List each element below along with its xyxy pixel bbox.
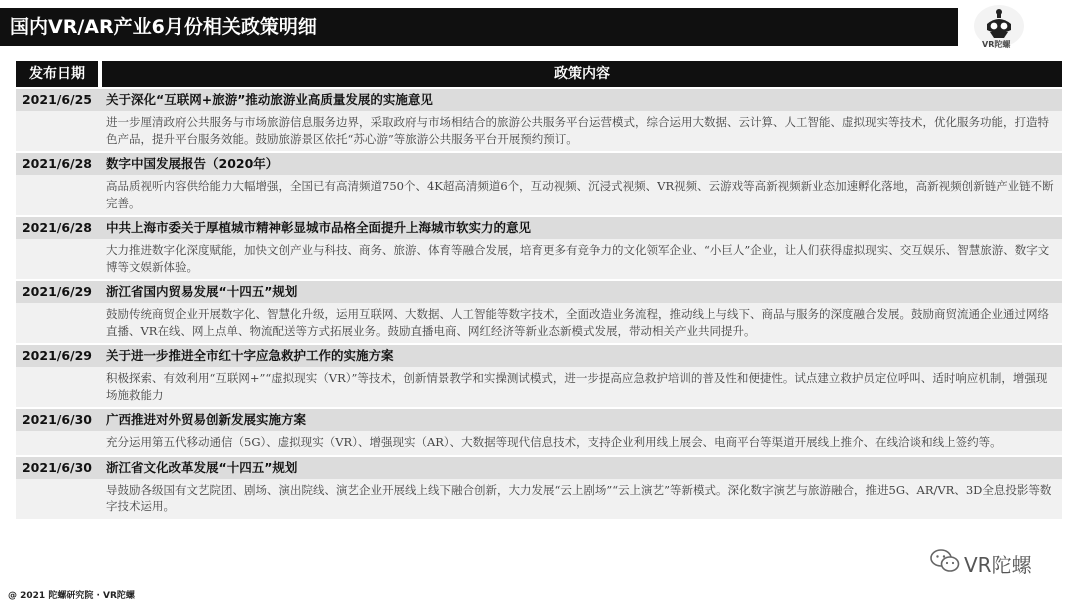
table-row — [16, 89, 1062, 151]
table-body — [16, 89, 1062, 519]
row-date: 2021/6/29 — [21, 284, 92, 299]
table-row — [16, 409, 1062, 455]
row-body — [16, 479, 1062, 519]
row-body — [16, 175, 1062, 215]
row-title: 关于深化“互联网+旅游”推动旅游业高质量发展的实施意见 — [106, 92, 433, 107]
row-date: 2021/6/29 — [21, 348, 92, 363]
row-body — [16, 367, 1062, 407]
row-date: 2021/6/28 — [21, 220, 92, 235]
row-spacer — [16, 111, 98, 151]
row-description: 高品质视听内容供给能力大幅增强，全国已有高清频道750个、4K超高清频道6个，互动视频、沉浸式视频、VR视频、云游戏等高新视频新业态加速孵化落地，高新视频创新链产业链不断完善。 — [106, 179, 1054, 210]
table-row — [16, 281, 1062, 343]
row-header — [16, 89, 1062, 111]
row-date: 2021/6/30 — [21, 459, 92, 475]
row-header — [16, 409, 1062, 431]
table-row — [16, 217, 1062, 279]
row-spacer — [16, 239, 98, 279]
row-title: 中共上海市委关于厚植城市精神彰显城市品格全面提升上海城市软实力的意见 — [106, 220, 532, 235]
row-spacer — [16, 431, 98, 455]
watermark — [930, 548, 1032, 578]
row-date: 2021/6/25 — [21, 92, 92, 107]
table-row — [16, 153, 1062, 215]
row-description: 鼓励传统商贸企业开展数字化、智慧化升级，运用互联网、大数据、人工智能等数字技术，全面改造业务流程，推动线上与线下、商品与服务的深度融合发展。鼓励商贸流通企业通过网络直播、VR在线、网上点单、物流配送等方式拓展业务。鼓励直播电商、网红经济等新业态新模式发展，带动相关产业共同提升。 — [106, 307, 1049, 338]
table-row — [16, 345, 1062, 407]
row-title: 浙江省国内贸易发展“十四五”规划 — [106, 284, 298, 299]
row-title: 数字中国发展报告（2020年） — [106, 156, 279, 171]
row-date: 2021/6/30 — [21, 412, 92, 427]
table-header — [16, 61, 1062, 87]
row-body — [16, 431, 1062, 455]
row-description: 积极探索、有效利用“互联网+”“虚拟现实（VR）”等技术，创新情景教学和实操测试模式，进一步提高应急救护培训的普及性和便捷性。试点建立救护员定位呼叫、适时响应机制，增强现场施救能力 — [106, 371, 1048, 402]
footer-copyright: @ 2021 陀螺研究院 · VR陀螺 — [8, 591, 135, 601]
policy-table — [16, 61, 1062, 521]
row-spacer — [16, 303, 98, 343]
row-spacer — [16, 367, 98, 407]
page-title: 国内VR/AR产业6月份相关政策明细 — [10, 16, 317, 38]
row-description: 导鼓励各级国有文艺院团、剧场、演出院线、演艺企业开展线上线下融合创新，大力发展“云上剧场”“云上演艺”等新模式。深化数字演艺与旅游融合，推进5G、AR/VR、3D全息投影等数字技术运用。 — [106, 482, 1052, 513]
row-header — [16, 457, 1062, 479]
row-header — [16, 345, 1062, 367]
row-title: 广西推进对外贸易创新发展实施方案 — [106, 412, 307, 427]
column-header-date: 发布日期 — [16, 61, 98, 87]
row-spacer — [16, 175, 98, 215]
row-body — [16, 303, 1062, 343]
row-header — [16, 153, 1062, 175]
row-description: 进一步厘清政府公共服务与市场旅游信息服务边界，采取政府与市场相结合的旅游公共服务平台运营模式，综合运用大数据、云计算、人工智能、虚拟现实等技术，优化服务功能，打造特色产品，提升平台服务效能。鼓励旅游景区依托“苏心游”等旅游公共服务平台开展预约预订。 — [106, 115, 1049, 146]
logo-text: VR陀螺 — [982, 40, 1011, 49]
row-description: 大力推进数字化深度赋能，加快文创产业与科技、商务、旅游、体育等融合发展，培育更多有竞争力的文化领军企业、“小巨人”企业，让人们获得虚拟现实、交互娱乐、智慧旅游、数字文博等文娱新体验。 — [106, 243, 1050, 274]
row-title: 关于进一步推进全市红十字应急救护工作的实施方案 — [106, 348, 394, 363]
header-bar — [0, 8, 958, 46]
row-header — [16, 281, 1062, 303]
row-spacer — [16, 479, 98, 519]
wechat-icon — [930, 548, 960, 578]
row-body — [16, 111, 1062, 151]
watermark-text: VR陀螺 — [964, 552, 1032, 577]
column-header-content: 政策内容 — [102, 61, 1062, 87]
row-description: 充分运用第五代移动通信（5G）、虚拟现实（VR）、增强现实（AR）、大数据等现代信息技术，支持企业利用线上展会、电商平台等渠道开展线上推介、在线洽谈和线上签约等。 — [106, 435, 1002, 449]
table-row — [16, 457, 1062, 519]
row-body — [16, 239, 1062, 279]
row-date: 2021/6/28 — [21, 156, 92, 171]
row-header — [16, 217, 1062, 239]
row-title: 浙江省文化改革发展“十四五”规划 — [106, 459, 298, 475]
